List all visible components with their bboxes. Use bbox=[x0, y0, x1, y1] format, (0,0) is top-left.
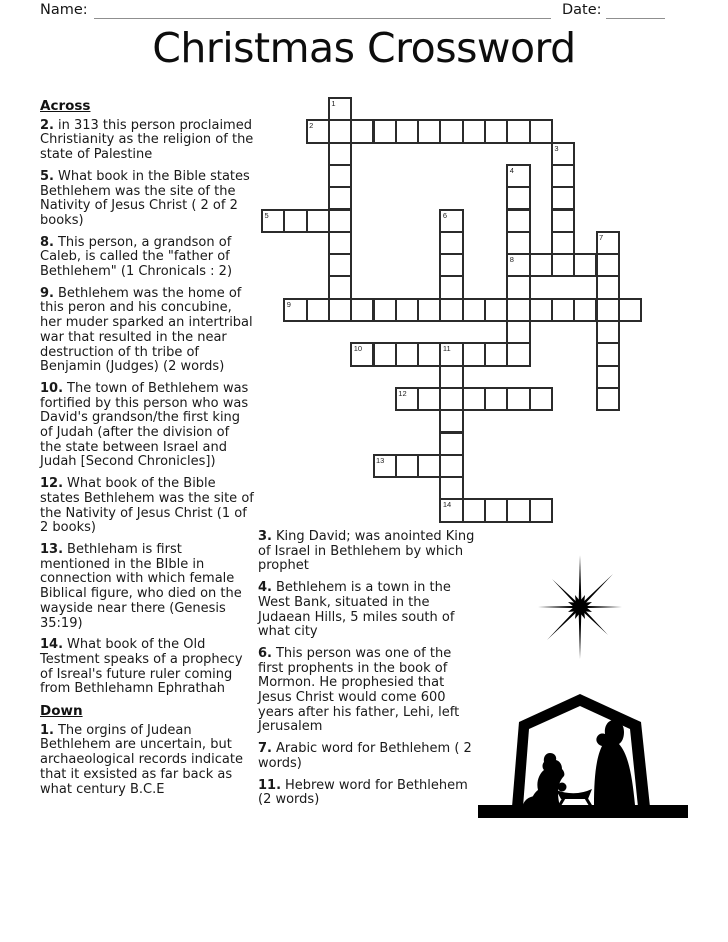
name-label: Name: bbox=[40, 2, 88, 18]
grid-cell bbox=[484, 119, 508, 143]
grid-cell-number: 3 bbox=[554, 143, 559, 153]
grid-cell-number: 4 bbox=[509, 165, 514, 175]
clue-text: What book in the Bible states Bethlehem was the site of the Nativity of Jesus Christ ( 2 of 2 books) bbox=[40, 168, 250, 228]
clue-text: What book of the Bible states Bethlehem was the site of the Nativity of Jesus Christ (1 of 2 books) bbox=[40, 476, 254, 536]
clue-text: King David; was anointed King of Israel in Bethlehem by which prophet bbox=[258, 529, 475, 574]
grid-cell bbox=[529, 298, 553, 322]
grid-cell bbox=[596, 365, 620, 389]
clue-text: in 313 this person proclaimed Christianity as the religion of the state of Palestine bbox=[40, 117, 254, 163]
grid-cell-number: 6 bbox=[442, 210, 448, 220]
grid-cell bbox=[551, 253, 575, 277]
grid-cell bbox=[350, 119, 374, 143]
clue-text: What book of the Old Testment speaks of a prophecy of Isreal's future ruler coming from Bethlehamn Ephrathah bbox=[40, 637, 243, 697]
clue-across-8 bbox=[40, 236, 254, 280]
grid-cell bbox=[529, 387, 553, 411]
clue-number: 4. bbox=[258, 580, 272, 596]
grid-cell bbox=[417, 342, 441, 366]
grid-cell bbox=[395, 298, 419, 322]
grid-cell bbox=[596, 320, 620, 344]
grid-cell bbox=[439, 454, 463, 478]
date-blank-line bbox=[606, 2, 665, 19]
clue-number: 1. bbox=[40, 722, 54, 738]
grid-cell bbox=[484, 342, 508, 366]
grid-cell bbox=[551, 142, 575, 166]
clue-across-10 bbox=[40, 382, 254, 470]
grid-cell bbox=[306, 298, 330, 322]
clue-number: 2. bbox=[40, 117, 54, 133]
grid-cell bbox=[506, 186, 530, 210]
grid-cell bbox=[506, 164, 530, 188]
grid-cell bbox=[350, 342, 374, 366]
grid-cell bbox=[328, 253, 352, 277]
grid-cell bbox=[506, 253, 530, 277]
clue-across-5 bbox=[40, 170, 254, 229]
clue-number: 11. bbox=[258, 777, 282, 793]
grid-cell bbox=[529, 253, 553, 277]
clue-text: Bethleham is first mentioned in the BIble in connection with which female Biblical figure, who died on the wayside near there (Genesis 35:19) bbox=[40, 541, 242, 631]
grid-cell bbox=[283, 298, 307, 322]
grid-cell bbox=[506, 231, 530, 255]
clue-down-11 bbox=[258, 779, 480, 808]
grid-cell bbox=[395, 342, 419, 366]
clue-number: 7. bbox=[258, 741, 272, 757]
grid-cell bbox=[506, 298, 530, 322]
grid-cell bbox=[395, 119, 419, 143]
grid-cell bbox=[439, 432, 463, 456]
page-title: Christmas Crossword bbox=[152, 24, 576, 72]
grid-cell bbox=[328, 231, 352, 255]
clue-text: This person, a grandson of Caleb, is called the "father of Bethlehem" (1 Chronicals : 2) bbox=[40, 234, 233, 280]
nativity-scene-icon bbox=[478, 686, 690, 820]
grid-cell bbox=[529, 119, 553, 143]
clue-text: Bethlehem was the home of this peron and his concubine, her muder sparked an intertribal war that resulted in the near destruction of th tribe of Benjamin (Judges) (2 words) bbox=[40, 285, 253, 375]
grid-cell-number: 14 bbox=[442, 500, 452, 510]
clue-down-4 bbox=[258, 581, 480, 640]
grid-cell bbox=[395, 454, 419, 478]
clue-number: 5. bbox=[40, 168, 54, 184]
grid-cell bbox=[350, 298, 374, 322]
clue-across-9 bbox=[40, 287, 254, 375]
grid-cell bbox=[328, 186, 352, 210]
grid-cell-number: 11 bbox=[442, 344, 451, 354]
grid-cell bbox=[506, 275, 530, 299]
grid-cell bbox=[417, 298, 441, 322]
clue-down-6 bbox=[258, 647, 480, 735]
star-of-bethlehem-icon bbox=[528, 552, 632, 664]
grid-cell-number: 7 bbox=[599, 232, 604, 242]
clue-number: 10. bbox=[40, 380, 64, 396]
grid-cell bbox=[573, 298, 597, 322]
grid-cell bbox=[373, 342, 397, 366]
date-label: Date: bbox=[562, 2, 602, 18]
clues-right-column bbox=[258, 530, 480, 815]
grid-cell-number: 1 bbox=[331, 99, 336, 108]
grid-cell bbox=[506, 320, 530, 344]
grid-cell bbox=[529, 498, 553, 522]
grid-cell bbox=[439, 387, 463, 411]
grid-cell bbox=[484, 298, 508, 322]
clue-text: Bethlehem is a town in the West Bank, situated in the Judaean Hills, 5 miles south of what city bbox=[258, 580, 455, 640]
grid-cell bbox=[551, 231, 575, 255]
grid-cell bbox=[618, 298, 642, 322]
clue-number: 13. bbox=[40, 541, 64, 557]
grid-cell bbox=[596, 253, 620, 277]
grid-cell bbox=[328, 119, 352, 143]
grid-cell bbox=[283, 209, 307, 233]
grid-cell bbox=[484, 498, 508, 522]
grid-cell bbox=[417, 387, 441, 411]
grid-cell bbox=[551, 209, 575, 233]
grid-cell bbox=[596, 231, 620, 255]
grid-cell bbox=[462, 387, 486, 411]
grid-cell bbox=[439, 298, 463, 322]
grid-cell bbox=[261, 209, 285, 233]
clue-number: 3. bbox=[258, 529, 272, 544]
grid-cell bbox=[439, 365, 463, 389]
grid-cell bbox=[506, 342, 530, 366]
clue-number: 6. bbox=[258, 645, 272, 661]
grid-cell bbox=[506, 209, 530, 233]
grid-cell bbox=[551, 164, 575, 188]
grid-cell bbox=[484, 387, 508, 411]
down-heading: Down bbox=[40, 703, 83, 720]
clue-text: The town of Bethlehem was fortified by this person who was David's grandson/the first king of Judah (after the division of the state between Israel and Judah [Second Chronicles]) bbox=[40, 380, 249, 470]
grid-cell bbox=[596, 298, 620, 322]
across-heading: Across bbox=[40, 98, 91, 114]
grid-cell-number: 9 bbox=[286, 299, 291, 309]
grid-cell bbox=[462, 498, 486, 522]
clue-number: 9. bbox=[40, 285, 54, 301]
grid-cell bbox=[439, 476, 463, 500]
grid-cell bbox=[439, 498, 463, 522]
grid-cell-number: 5 bbox=[264, 210, 269, 220]
clue-number: 8. bbox=[40, 234, 54, 250]
clue-down-1 bbox=[40, 724, 254, 798]
ground-bar bbox=[478, 805, 688, 818]
grid-cell bbox=[306, 209, 330, 233]
grid-cell bbox=[328, 298, 352, 322]
grid-cell bbox=[551, 186, 575, 210]
grid-cell bbox=[439, 209, 463, 233]
grid-cell bbox=[596, 342, 620, 366]
grid-cell bbox=[506, 498, 530, 522]
grid-cell bbox=[395, 387, 419, 411]
grid-cell bbox=[573, 253, 597, 277]
clue-across-2 bbox=[40, 119, 254, 163]
grid-cell-number: 13 bbox=[376, 455, 385, 465]
grid-cell bbox=[439, 253, 463, 277]
grid-cell bbox=[506, 119, 530, 143]
grid-cell bbox=[328, 209, 352, 233]
grid-cell bbox=[439, 275, 463, 299]
grid-cell bbox=[328, 142, 352, 166]
grid-cell bbox=[439, 119, 463, 143]
clue-text: The orgins of Judean Bethlehem are uncertain, but archaeological records indicate that it exsisted as far back as what century B.C.E bbox=[40, 722, 243, 797]
grid-cell bbox=[328, 275, 352, 299]
grid-cell bbox=[506, 387, 530, 411]
grid-cell bbox=[462, 342, 486, 366]
clue-text: Arabic word for Bethlehem ( 2 words) bbox=[258, 741, 472, 771]
grid-cell bbox=[462, 119, 486, 143]
grid-cell-number: 2 bbox=[309, 121, 314, 131]
grid-cell bbox=[596, 275, 620, 299]
clue-down-3 bbox=[258, 530, 480, 574]
grid-cell bbox=[328, 164, 352, 188]
name-blank-line bbox=[94, 2, 551, 19]
clue-across-12 bbox=[40, 477, 254, 536]
grid-cell bbox=[306, 119, 330, 143]
grid-cell-number: 8 bbox=[509, 255, 514, 265]
clue-across-14 bbox=[40, 638, 254, 697]
grid-cell bbox=[328, 97, 352, 121]
grid-cell bbox=[596, 387, 620, 411]
clue-text: This person was one of the first prophents in the book of Mormon. He prophesied that Jesus Christ would come 600 years after his father, Lehi, left Jerusalem bbox=[258, 645, 460, 735]
grid-cell bbox=[439, 231, 463, 255]
clue-text: Hebrew word for Bethlehem (2 words) bbox=[258, 777, 468, 808]
clue-across-13 bbox=[40, 543, 254, 631]
grid-cell bbox=[439, 342, 463, 366]
grid-cell bbox=[373, 298, 397, 322]
grid-cell-number: 12 bbox=[398, 388, 407, 398]
clue-number: 14. bbox=[40, 637, 64, 653]
grid-cell bbox=[551, 298, 575, 322]
grid-cell bbox=[373, 119, 397, 143]
grid-cell bbox=[417, 454, 441, 478]
grid-cell bbox=[417, 119, 441, 143]
clues-left-column bbox=[40, 99, 254, 804]
clue-number: 12. bbox=[40, 476, 64, 492]
grid-cell bbox=[373, 454, 397, 478]
grid-cell bbox=[462, 298, 486, 322]
grid-cell bbox=[439, 409, 463, 433]
grid-cell-number: 10 bbox=[353, 344, 363, 354]
clue-down-7 bbox=[258, 742, 480, 771]
